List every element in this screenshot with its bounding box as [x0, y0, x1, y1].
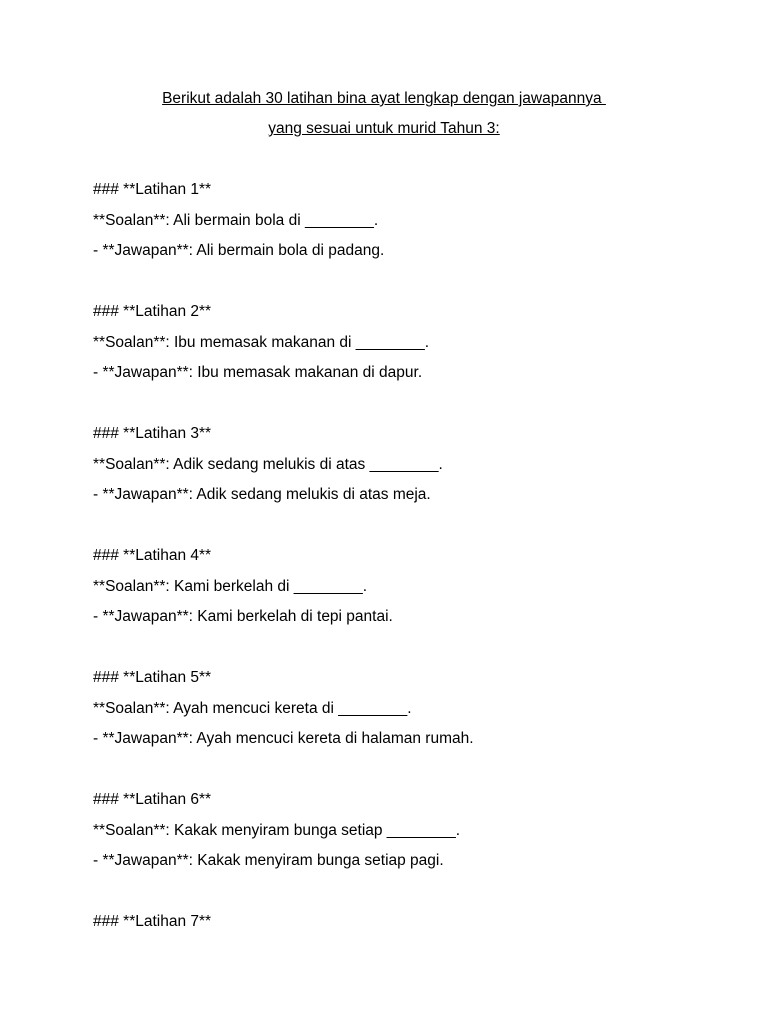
exercise-heading: ### **Latihan 5** [93, 669, 212, 686]
exercise-answer: - **Jawapan**: Ibu memasak makanan di dapur. [93, 364, 423, 381]
exercise-answer: - **Jawapan**: Kakak menyiram bunga setiap pagi. [93, 852, 444, 869]
exercise-heading: ### **Latihan 4** [93, 547, 212, 564]
exercise-question: **Soalan**: Ayah mencuci kereta di ________. [93, 699, 412, 717]
blank-line [93, 516, 713, 547]
exercise-heading: ### **Latihan 3** [93, 425, 212, 442]
document-title-line-1: Berikut adalah 30 latihan bina ayat lengkap dengan jawapannya [162, 90, 606, 107]
exercise-question: **Soalan**: Adik sedang melukis di atas ________. [93, 455, 443, 473]
blank-line [93, 394, 713, 425]
exercise-question: **Soalan**: Kakak menyiram bunga setiap ________. [93, 821, 461, 839]
blank-line [93, 638, 713, 669]
blank-line [93, 272, 713, 303]
exercise-heading: ### **Latihan 2** [93, 303, 212, 320]
exercise-answer: - **Jawapan**: Adik sedang melukis di atas meja. [93, 486, 431, 503]
exercise-answer: - **Jawapan**: Kami berkelah di tepi pantai. [93, 608, 393, 625]
blank-line [93, 760, 713, 791]
exercise-heading: ### **Latihan 7** [93, 913, 212, 930]
document-title-line-2: yang sesuai untuk murid Tahun 3: [268, 120, 500, 137]
exercise-list [93, 180, 713, 943]
exercise-heading: ### **Latihan 1** [93, 181, 212, 198]
blank-line [93, 882, 713, 913]
exercise-heading: ### **Latihan 6** [93, 791, 212, 808]
exercise-answer: - **Jawapan**: Ali bermain bola di padang. [93, 242, 385, 259]
exercise-question: **Soalan**: Ali bermain bola di ________. [93, 211, 379, 229]
exercise-answer: - **Jawapan**: Ayah mencuci kereta di halaman rumah. [93, 730, 474, 747]
exercise-question: **Soalan**: Kami berkelah di ________. [93, 577, 368, 595]
exercise-question: **Soalan**: Ibu memasak makanan di ________. [93, 333, 430, 351]
